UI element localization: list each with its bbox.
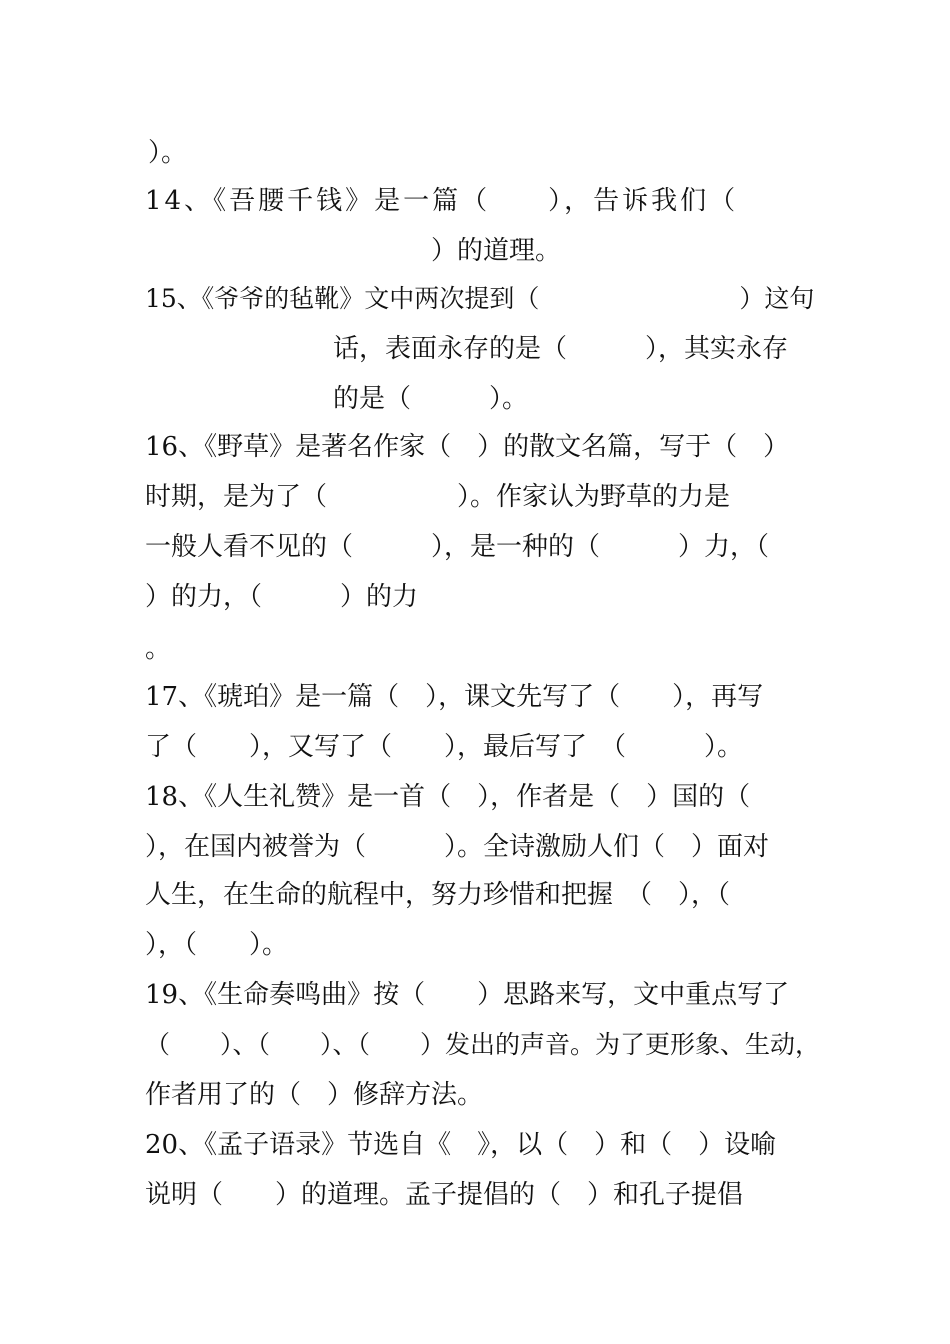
question-15-line-3: 的是（ ）。 <box>333 384 529 414</box>
question-14-line-2: ）的道理。 <box>145 236 562 266</box>
question-15-line-1: 15、《爷爷的毡靴》文中两次提到（ ）这句 <box>145 284 815 313</box>
question-16-line-3: 一般人看不见的（ ），是一种的（ ）力，（ <box>145 532 770 562</box>
question-19-line-2: （ ）、（ ）、（ ）发出的声音。为了更形象、生动， <box>145 1030 821 1059</box>
question-19-line-3: 作者用了的（ ）修辞方法。 <box>145 1080 484 1110</box>
question-20-line-1: 20、《孟子语录》节选自《 》，以（ ）和（ ）设喻 <box>145 1130 777 1160</box>
question-16-line-4: ）的力，（ ）的力 <box>145 582 419 612</box>
question-16-line-5: 。 <box>145 634 172 664</box>
question-18-line-2: ），在国内被誉为（ ）。全诗激励人们（ ）面对 <box>145 832 770 862</box>
question-15-line-2: 话，表面永存的是（ ），其实永存 <box>333 334 789 364</box>
question-18-line-3: 人生，在生命的航程中，努力珍惜和把握 （ ），（ <box>145 880 731 910</box>
question-17-line-1: 17、《琥珀》是一篇（ ），课文先写了（ ），再写 <box>145 682 764 712</box>
question-18-line-4: ），（ ）。 <box>145 930 289 960</box>
question-16-line-1: 16、《野草》是著名作家（ ）的散文名篇，写于（ ） <box>145 432 790 462</box>
question-14-line-1: 14、《吾腰千钱》是一篇（ ），告诉我们（ <box>145 186 739 216</box>
question-19-line-1: 19、《生命奏鸣曲》按（ ）思路来写，文中重点写了 <box>145 980 790 1010</box>
question-17-line-2: 了（ ），又写了（ ），最后写了 （ ）。 <box>145 732 744 762</box>
question-16-line-2: 时期，是为了（ ）。作家认为野草的力是 <box>145 482 731 512</box>
question-18-line-1: 18、《人生礼赞》是一首（ ），作者是（ ）国的（ <box>145 782 751 812</box>
question-20-line-2: 说明（ ）的道理。孟子提倡的（ ）和孔子提倡 <box>145 1180 744 1210</box>
text-line-1: ）。 <box>148 138 188 168</box>
